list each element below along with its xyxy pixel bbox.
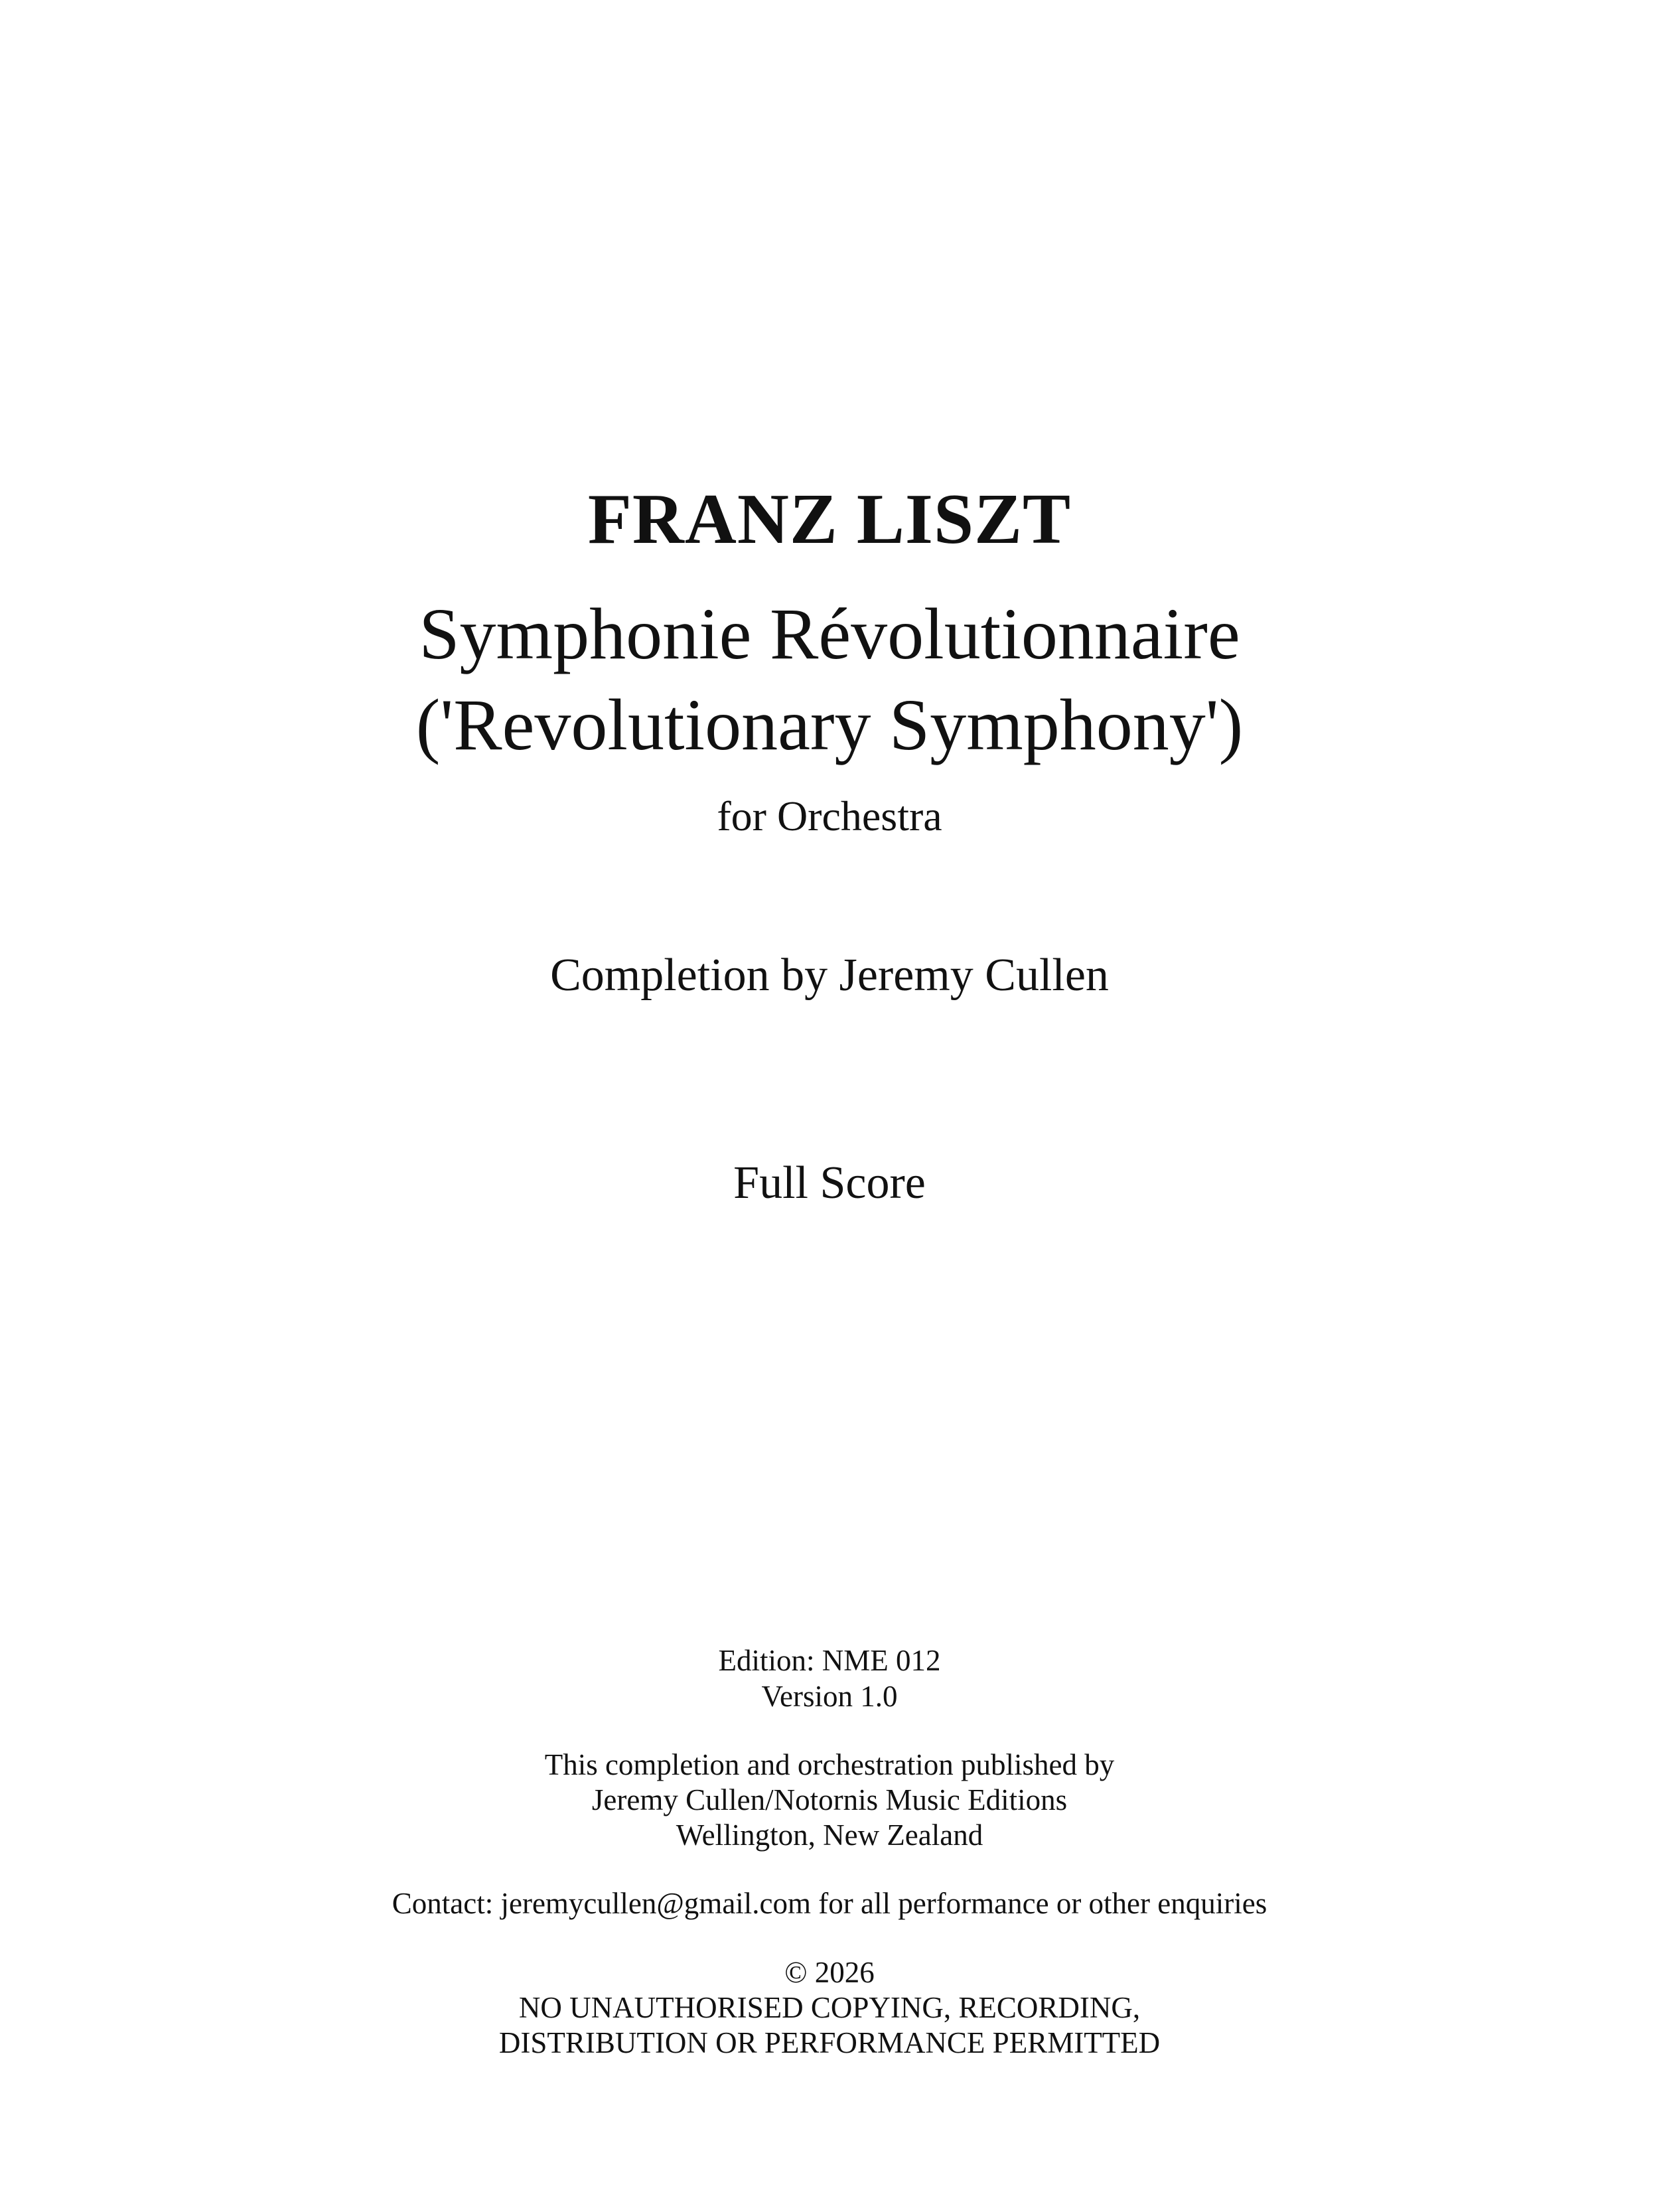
score-type: Full Score [733, 1157, 926, 1209]
contact-information: Contact: jeremycullen@gmail.com for all performance or other enquiries [392, 1887, 1267, 1920]
version-number: Version 1.0 [761, 1680, 898, 1713]
composer-name: FRANZ LISZT [587, 480, 1072, 559]
completion-credit: Completion by Jeremy Cullen [550, 950, 1109, 1001]
publication-line: This completion and orchestration published by [544, 1748, 1115, 1781]
rights-notice-line: NO UNAUTHORISED COPYING, RECORDING, [518, 1991, 1141, 2024]
edition-number: Edition: NME 012 [718, 1644, 941, 1677]
work-title: Symphonie Révolutionnaire [419, 593, 1240, 674]
work-subtitle: ('Revolutionary Symphony') [415, 684, 1244, 765]
publication-line: Wellington, New Zealand [676, 1818, 983, 1852]
instrumentation: for Orchestra [717, 792, 942, 840]
rights-notice-line: DISTRIBUTION OR PERFORMANCE PERMITTED [498, 2026, 1161, 2059]
publication-line: Jeremy Cullen/Notornis Music Editions [591, 1783, 1068, 1816]
copyright-year: © 2026 [784, 1956, 875, 1989]
